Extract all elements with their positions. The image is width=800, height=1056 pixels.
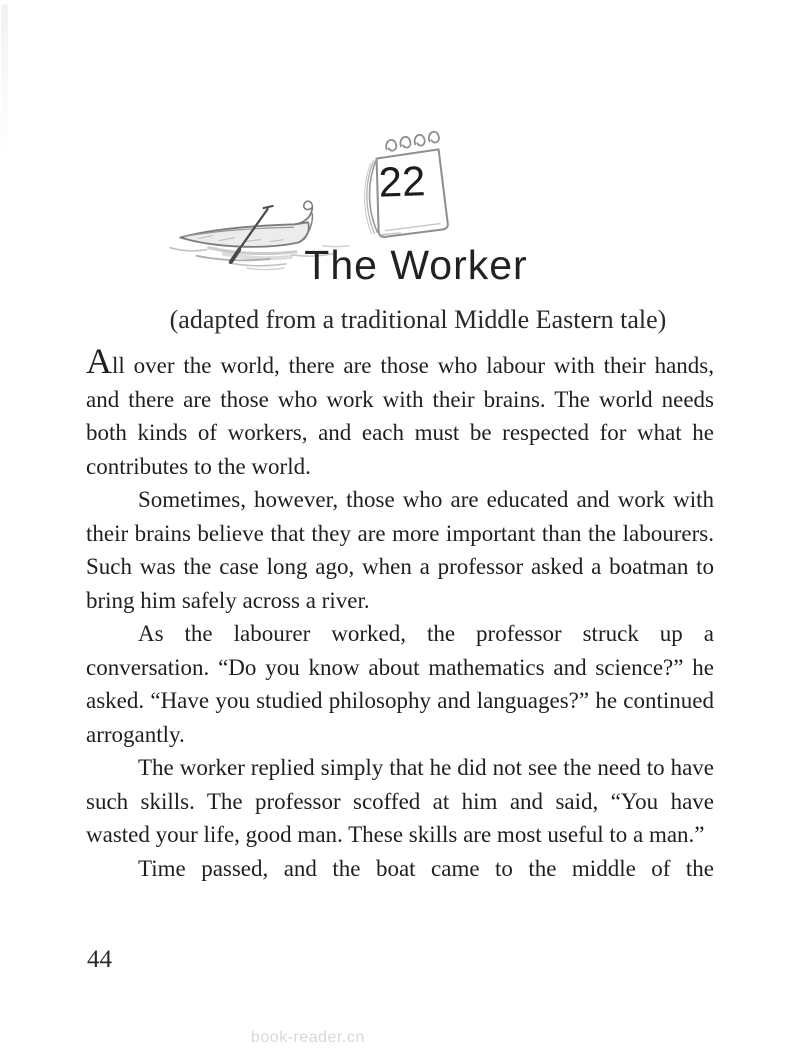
- page-number: 44: [87, 946, 112, 973]
- calendar-icon: [340, 128, 464, 250]
- chapter-number: 22: [377, 157, 427, 206]
- story-paragraph: The worker replied simply that he did not see the need to have such skills. The professor scoffed at him and said, “You have wasted your life, good man. These skills are most useful to a man.”: [86, 755, 714, 847]
- story-body: [86, 341, 714, 885]
- lead-initial-letter: A: [86, 341, 112, 381]
- story-paragraph: As the labourer worked, the professor struck up a conversation. “Do you know about mathematics and science?” he asked. “Have you studied philosophy and languages?” he continued arrogantly.: [86, 621, 714, 747]
- scan-smudge: [1, 4, 8, 154]
- story-paragraph: Sometimes, however, those who are educated and work with their brains believe that they are more important than the labourers. Such was the case long ago, when a professor asked a boatman to bring him safely across a river.: [86, 487, 714, 613]
- watermark: book-reader.cn: [251, 1029, 365, 1046]
- story-paragraph: Time passed, and the boat came to the middle of the: [138, 855, 714, 881]
- story-paragraph-lead: [86, 341, 714, 483]
- page-title: The Worker: [304, 242, 528, 288]
- subtitle: (adapted from a traditional Middle Eastern tale): [169, 305, 667, 334]
- lead-paragraph-text: ll over the world, there are those who labour with their hands, and there are those who work with their brains. The world needs both kinds of workers, and each must be respected for what he contributes to the world.: [86, 353, 714, 479]
